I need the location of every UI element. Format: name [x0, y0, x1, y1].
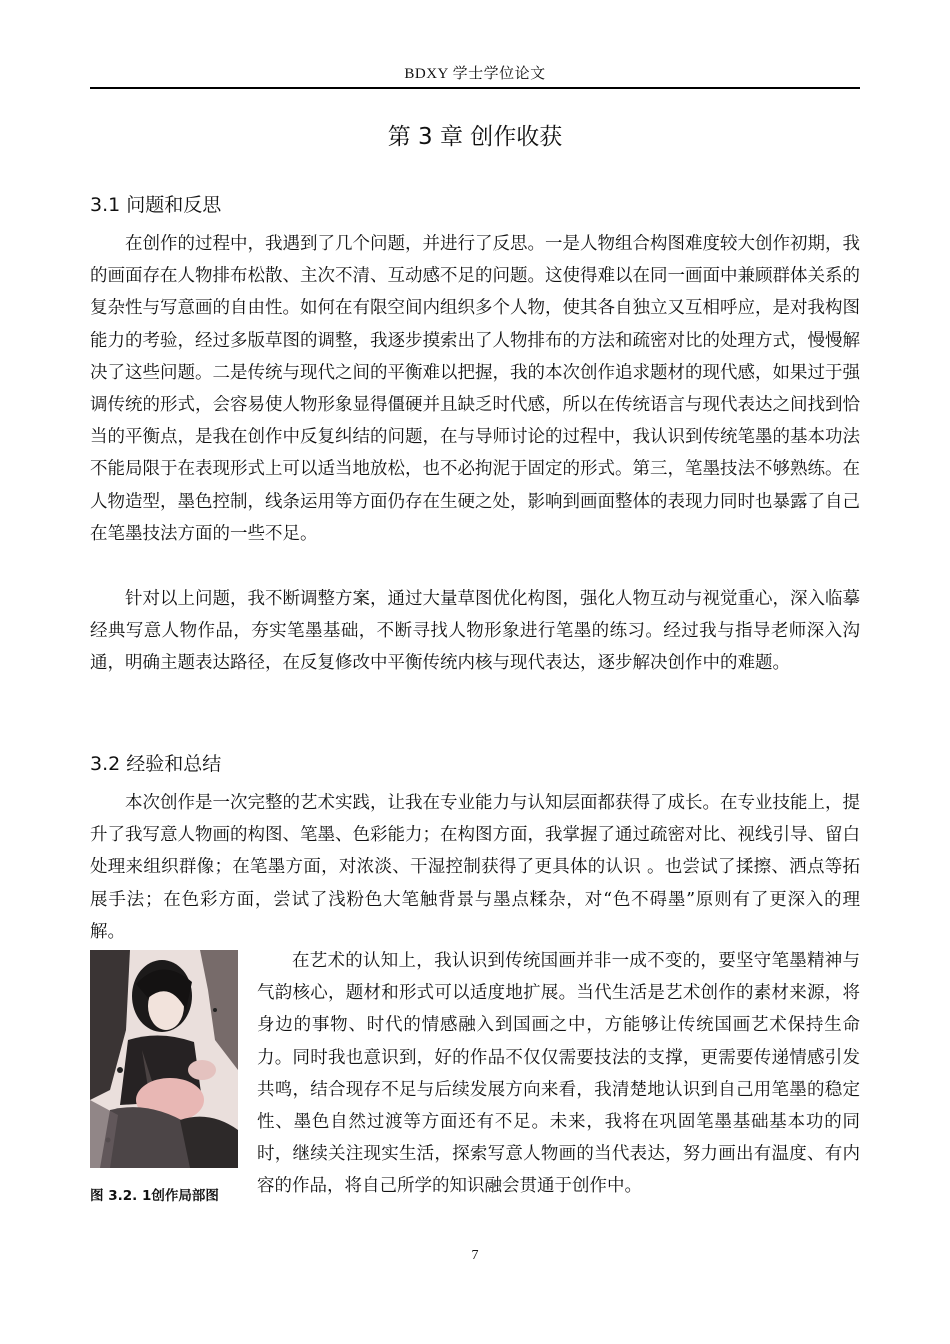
chapter-title: 第 3 章 创作收获 [387, 124, 563, 150]
section-heading-3-2: 3.2 经验和总结 [90, 753, 222, 775]
section-heading-3-1: 3.1 问题和反思 [90, 194, 222, 216]
body-paragraph: 本次创作是一次完整的艺术实践，让我在专业能力与认知层面都获得了成长。在专业技能上，提升了我写意人物画的构图、笔墨、色彩能力；在构图方面，我掌握了通过疏密对比、视线引导、留白处理来组织群像；在笔墨方面，对浓淡、干湿控制获得了更具体的认识 。也尝试了揉擦、洒点等拓展手法；在色彩方面，尝试了浅粉色大笔触背景与墨点糅杂，对“色不碍墨”原则有了更深入的理解。 [90, 793, 860, 942]
body-paragraph: 针对以上问题，我不断调整方案，通过大量草图优化构图，强化人物互动与视觉重心，深入临摹经典写意人物作品，夯实笔墨基础，不断寻找人物形象进行笔墨的练习。经过我与指导老师深入沟通，明确主题表达路径，在反复修改中平衡传统内核与现代表达，逐步解决创作中的难题。 [90, 589, 860, 674]
body-paragraph: 在创作的过程中，我遇到了几个问题，并进行了反思。一是人物组合构图难度较大创作初期，我的画面存在人物排布松散、主次不清、互动感不足的问题。这使得难以在同一画面中兼顾群体关系的复杂性与写意画的自由性。如何在有限空间内组织多个人物，使其各自独立又互相呼应，是对我构图能力的考验，经过多版草图的调整，我逐步摸索出了人物排布的方法和疏密对比的处理方式，慢慢解决了这些问题。二是传统与现代之间的平衡难以把握，我的本次创作追求题材的现代感，如果过于强调传统的形式，会容易使人物形象显得僵硬并且缺乏时代感，所以在传统语言与现代表达之间找到恰当的平衡点，是我在创作中反复纠结的问题，在与导师讨论的过程中，我认识到传统笔墨的基本功法不能局限于在表现形式上可以适当地放松，也不必拘泥于固定的形式。第三，笔墨技法不够熟练。在人物造型，墨色控制，线条运用等方面仍存在生硬之处，影响到画面整体的表现力同时也暴露了自己在笔墨技法方面的一些不足。 [90, 234, 860, 544]
header-rule [90, 87, 860, 89]
page-number: 7 [471, 1248, 479, 1263]
running-header: BDXY 学士学位论文 [404, 66, 546, 82]
figure-caption: 图 3.2. 1创作局部图 [90, 1188, 219, 1204]
artwork-detail-image [90, 950, 238, 1168]
body-paragraph: 在艺术的认知上，我认识到传统国画并非一成不变的，要坚守笔墨精神与气韵核心，题材和形式可以适度地扩展。当代生活是艺术创作的素材来源，将身边的事物、时代的情感融入到国画之中，方能够让传统国画艺术保持生命力。同时我也意识到，好的作品不仅仅需要技法的支撑，更需要传递情感引发共鸣，结合现存不足与后续发展方向来看，我清楚地认识到自己用笔墨的稳定性、墨色自然过渡等方面还有不足。未来，我将在巩固笔墨基础基本功的同时，继续关注现实生活，探索写意人物画的当代表达，努力画出有温度、有内容的作品，将自己所学的知识融会贯通于创作中。 [257, 951, 860, 1197]
